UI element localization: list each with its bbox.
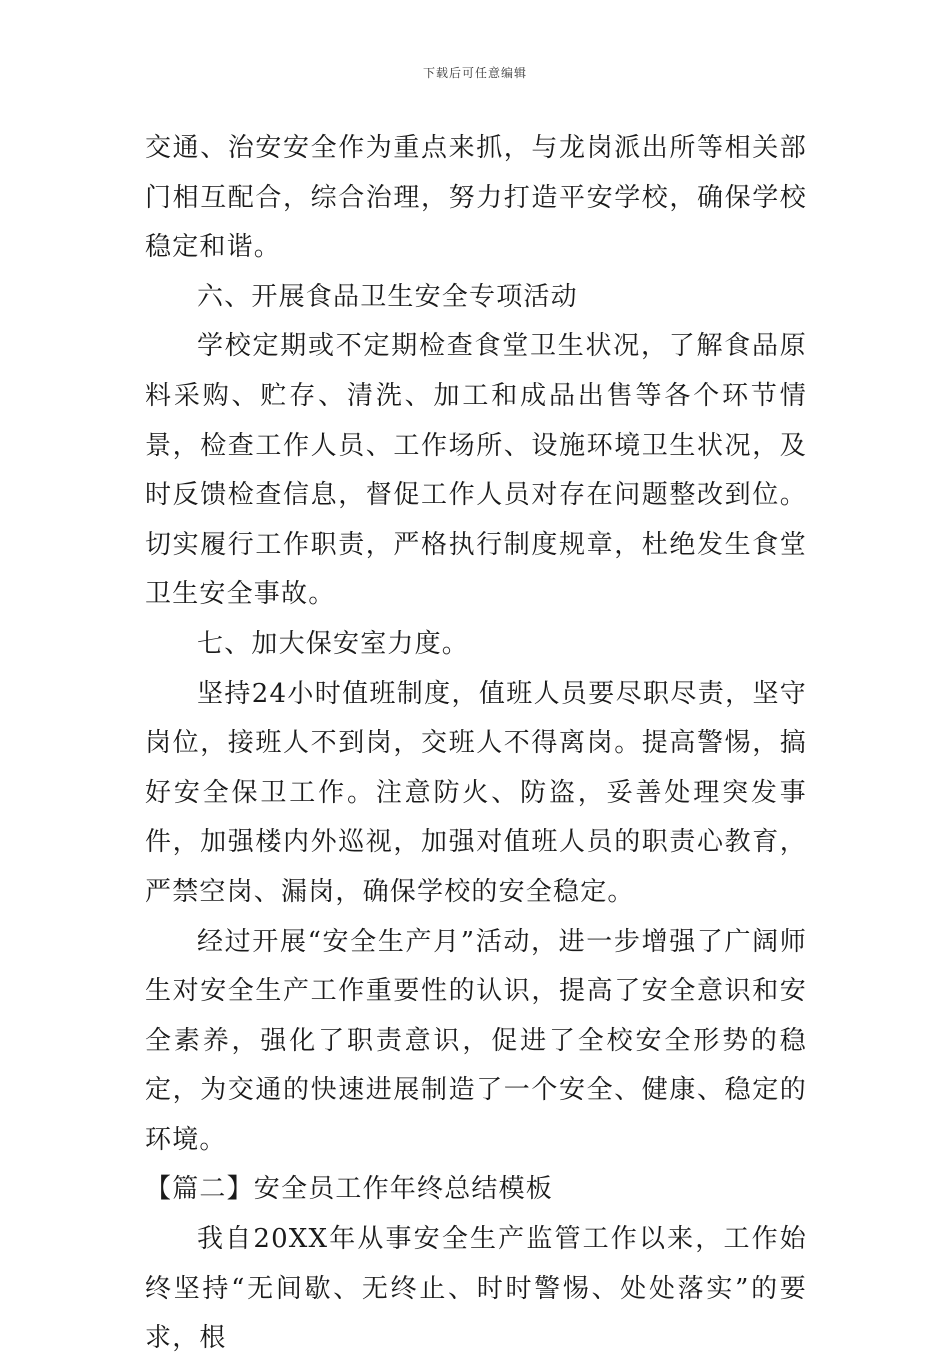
paragraph-part-two-intro: 我自20XX年从事安全生产监管工作以来，工作始终坚持“无间歇、无终止、时时警惕、处处落实”的要求，根 bbox=[145, 1224, 807, 1354]
document-body bbox=[145, 124, 807, 1364]
paragraph-security-duty: 坚持24小时值班制度，值班人员要尽职尽责，坚守岗位，接班人不到岗，交班人不得离岗。提高警惕，搞好安全保卫工作。注意防火、防盗，妥善处理突发事件，加强楼内外巡视，加强对值班人员的职责心教育，严禁空岗、漏岗，确保学校的安全稳定。 bbox=[145, 678, 807, 907]
part-two-title: 【篇二】安全员工作年终总结模板 bbox=[145, 1174, 554, 1205]
paragraph-continuation: 交通、治安安全作为重点来抓，与龙岗派出所等相关部门相互配合，综合治理，努力打造平安学校，确保学校稳定和谐。 bbox=[145, 133, 807, 263]
paragraph-safety-month: 经过开展“安全生产月”活动，进一步增强了广阔师生对安全生产工作重要性的认识，提高了安全意识和安全素养，强化了职责意识，促进了全校安全形势的稳定，为交通的快速进展制造了一个安全、健康、稳定的环境。 bbox=[145, 926, 807, 1155]
section-heading-seven: 七、加大保安室力度。 bbox=[197, 628, 470, 659]
section-heading-six: 六、开展食品卫生安全专项活动 bbox=[197, 281, 578, 312]
page-header: 下载后可任意编辑 bbox=[422, 66, 527, 80]
paragraph-food-safety: 学校定期或不定期检查食堂卫生状况，了解食品原料采购、贮存、清洗、加工和成品出售等各个环节情景，检查工作人员、工作场所、设施环境卫生状况，及时反馈检查信息，督促工作人员对存在问题整改到位。切实履行工作职责，严格执行制度规章，杜绝发生食堂卫生安全事故。 bbox=[145, 331, 807, 610]
